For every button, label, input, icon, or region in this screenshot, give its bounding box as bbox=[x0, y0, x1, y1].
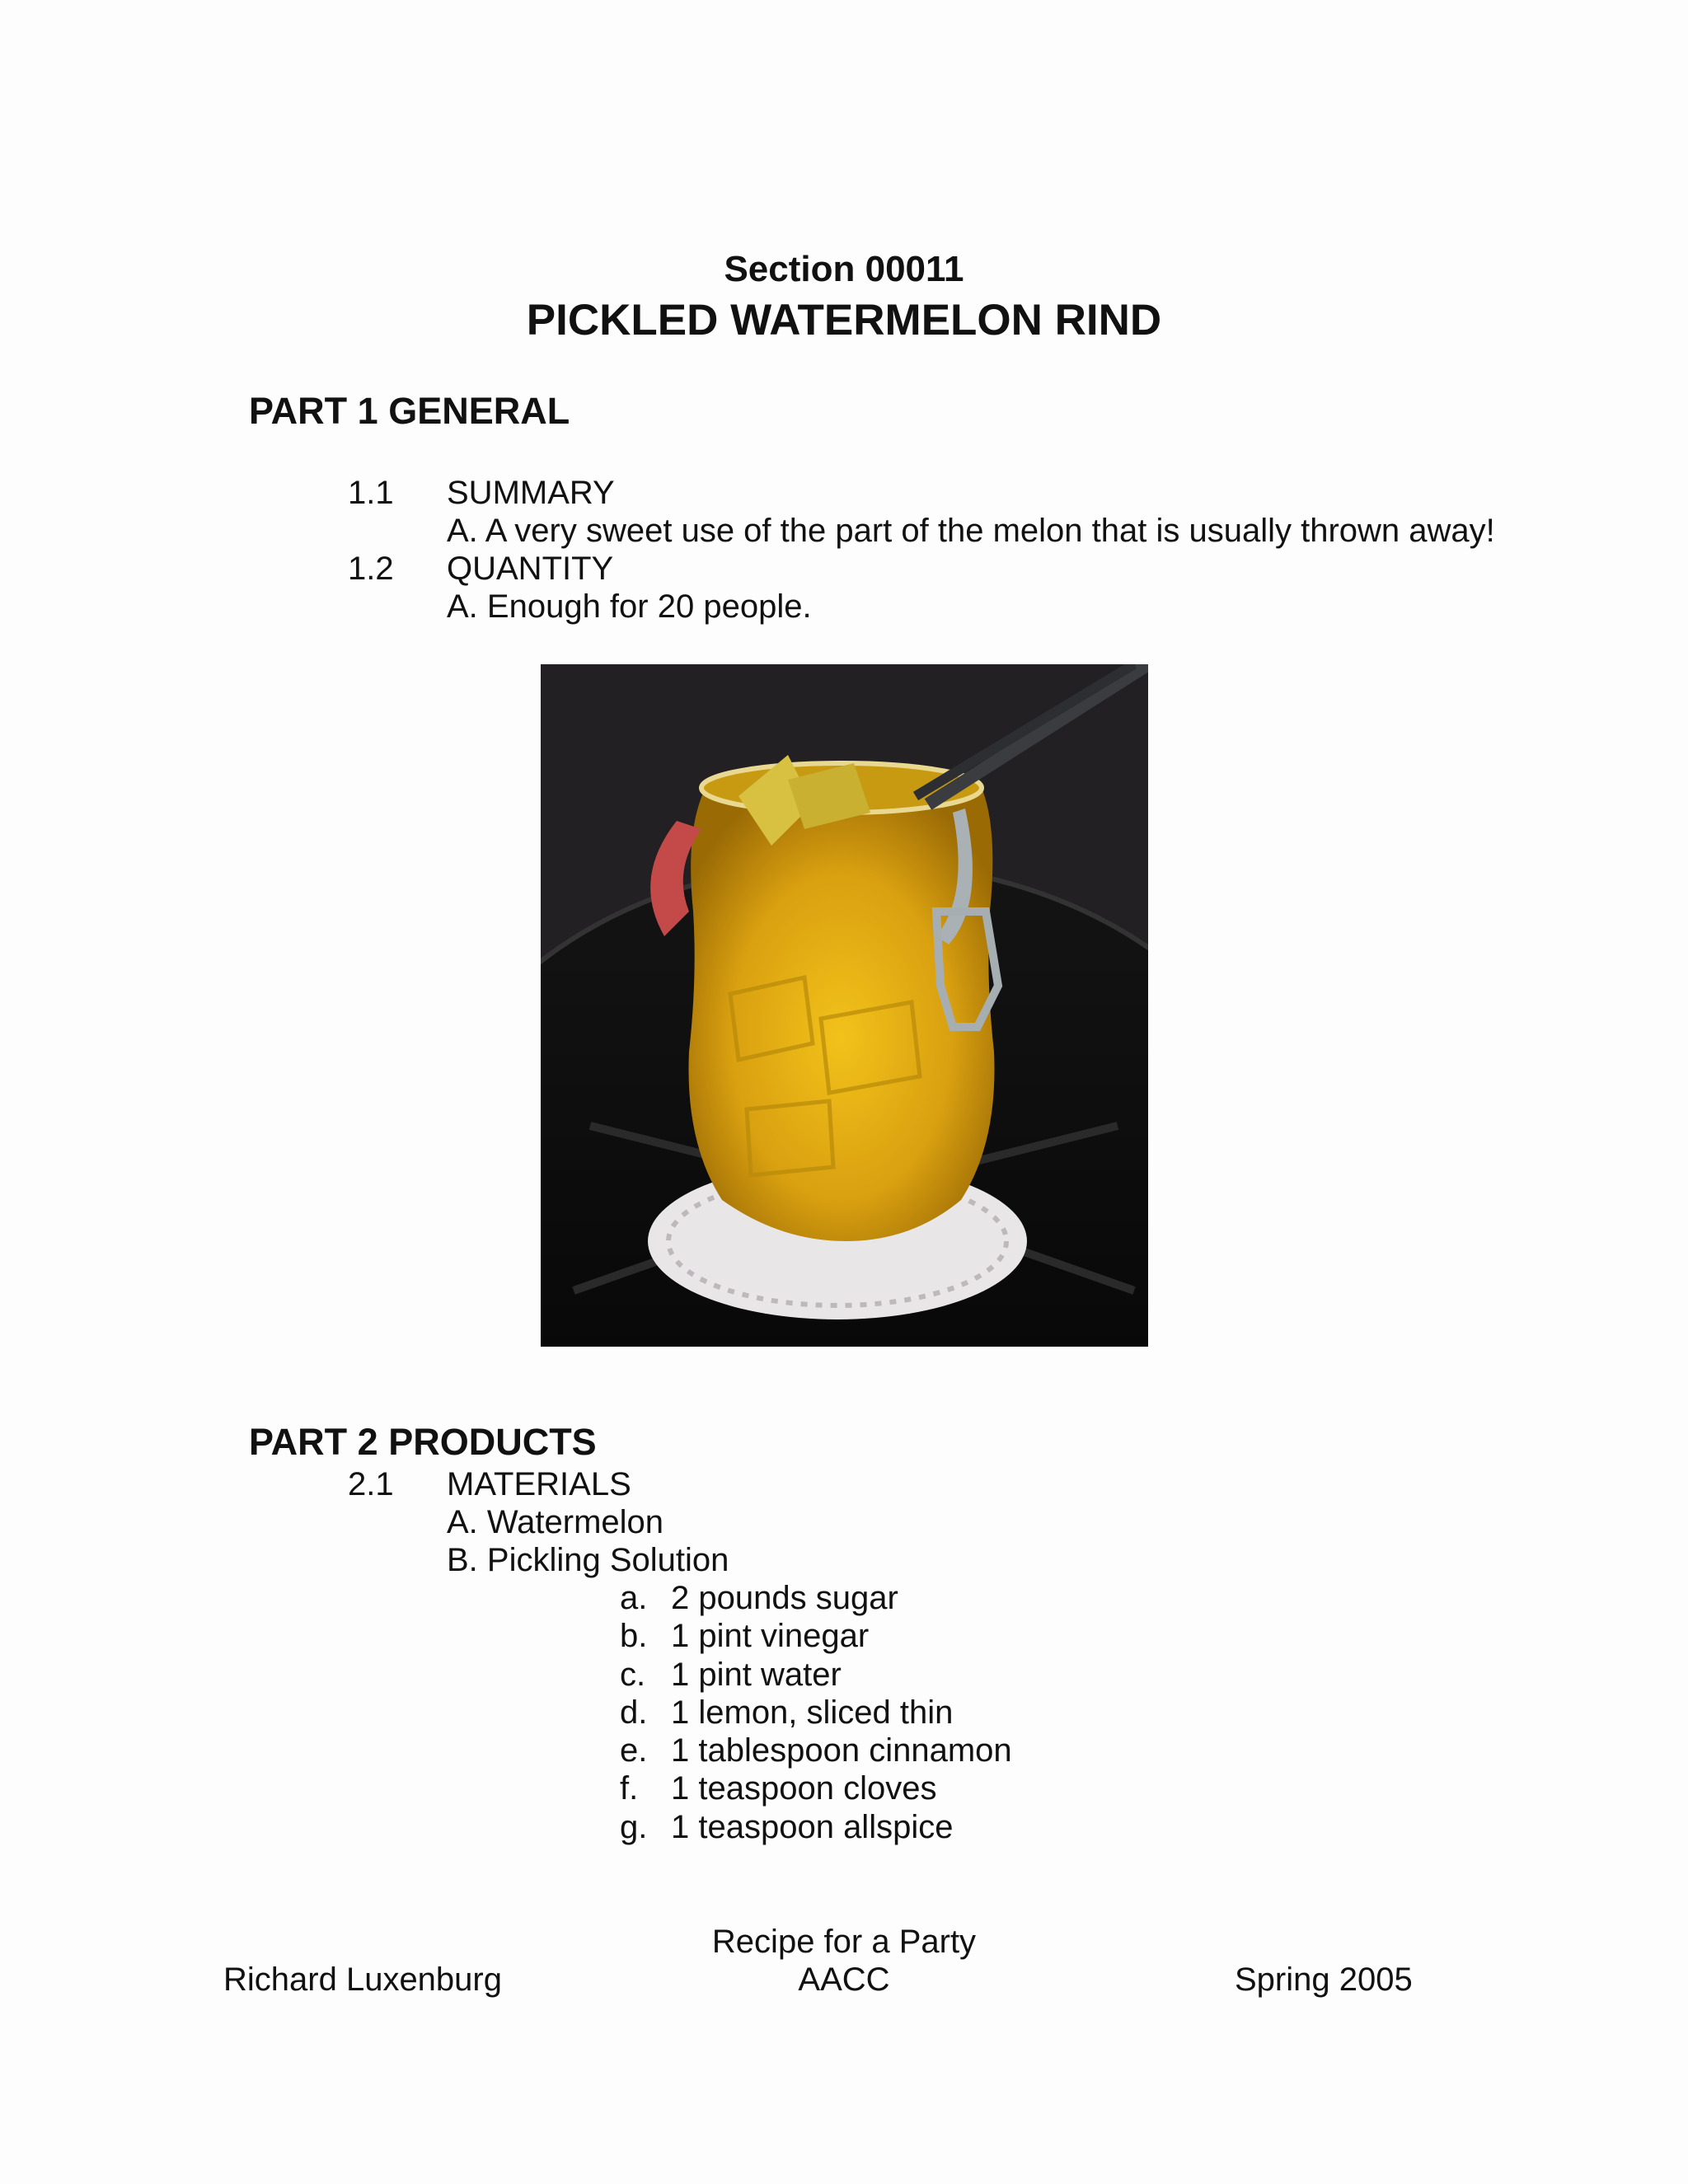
ingredient-letter: e. bbox=[620, 1732, 648, 1769]
materials-heading: MATERIALS bbox=[447, 1466, 631, 1502]
summary-heading: SUMMARY bbox=[447, 475, 615, 511]
list-item bbox=[620, 1809, 1012, 1847]
footer-author: Richard Luxenburg bbox=[223, 1961, 502, 1998]
part2-heading: PART 2 PRODUCTS bbox=[249, 1421, 597, 1463]
ingredient-text: 1 lemon, sliced thin bbox=[671, 1694, 954, 1731]
footer-recipe-label: Recipe for a Party bbox=[711, 1924, 977, 1960]
list-item bbox=[620, 1770, 1012, 1808]
ingredient-text: 1 teaspoon cloves bbox=[671, 1770, 937, 1807]
part1-heading: PART 1 GENERAL bbox=[249, 390, 570, 432]
item-number-2-1: 2.1 bbox=[348, 1466, 394, 1502]
ingredient-text: 1 pint vinegar bbox=[671, 1618, 870, 1655]
ingredient-letter: c. bbox=[620, 1656, 646, 1693]
pickle-jar-photo bbox=[541, 664, 1148, 1347]
ingredient-letter: g. bbox=[620, 1808, 648, 1845]
list-item bbox=[620, 1580, 1012, 1618]
ingredient-letter: d. bbox=[620, 1694, 648, 1731]
ingredient-text: 1 pint water bbox=[671, 1656, 842, 1693]
quantity-heading: QUANTITY bbox=[447, 551, 614, 587]
list-item bbox=[620, 1618, 1012, 1656]
ingredient-letter: a. bbox=[620, 1580, 648, 1616]
summary-text: A. A very sweet use of the part of the melon that is usually thrown away! bbox=[447, 513, 1495, 549]
quantity-text: A. Enough for 20 people. bbox=[447, 588, 812, 625]
ingredient-list bbox=[620, 1580, 1012, 1847]
list-item bbox=[620, 1657, 1012, 1694]
material-watermelon: A. Watermelon bbox=[447, 1504, 664, 1540]
footer-organization: AACC bbox=[798, 1961, 890, 1998]
ingredient-text: 2 pounds sugar bbox=[671, 1580, 898, 1616]
footer-date: Spring 2005 bbox=[1235, 1961, 1413, 1998]
material-pickling-solution: B. Pickling Solution bbox=[447, 1542, 729, 1578]
list-item bbox=[620, 1732, 1012, 1770]
ingredient-text: 1 tablespoon cinnamon bbox=[671, 1732, 1012, 1769]
ingredient-letter: b. bbox=[620, 1618, 648, 1655]
page-title: PICKLED WATERMELON RIND bbox=[526, 296, 1162, 344]
section-number: Section 00011 bbox=[724, 249, 964, 289]
item-number-1-2: 1.2 bbox=[348, 551, 394, 587]
ingredient-letter: f. bbox=[620, 1770, 639, 1807]
list-item bbox=[620, 1694, 1012, 1732]
ingredient-text: 1 teaspoon allspice bbox=[671, 1808, 954, 1845]
item-number-1-1: 1.1 bbox=[348, 475, 394, 511]
